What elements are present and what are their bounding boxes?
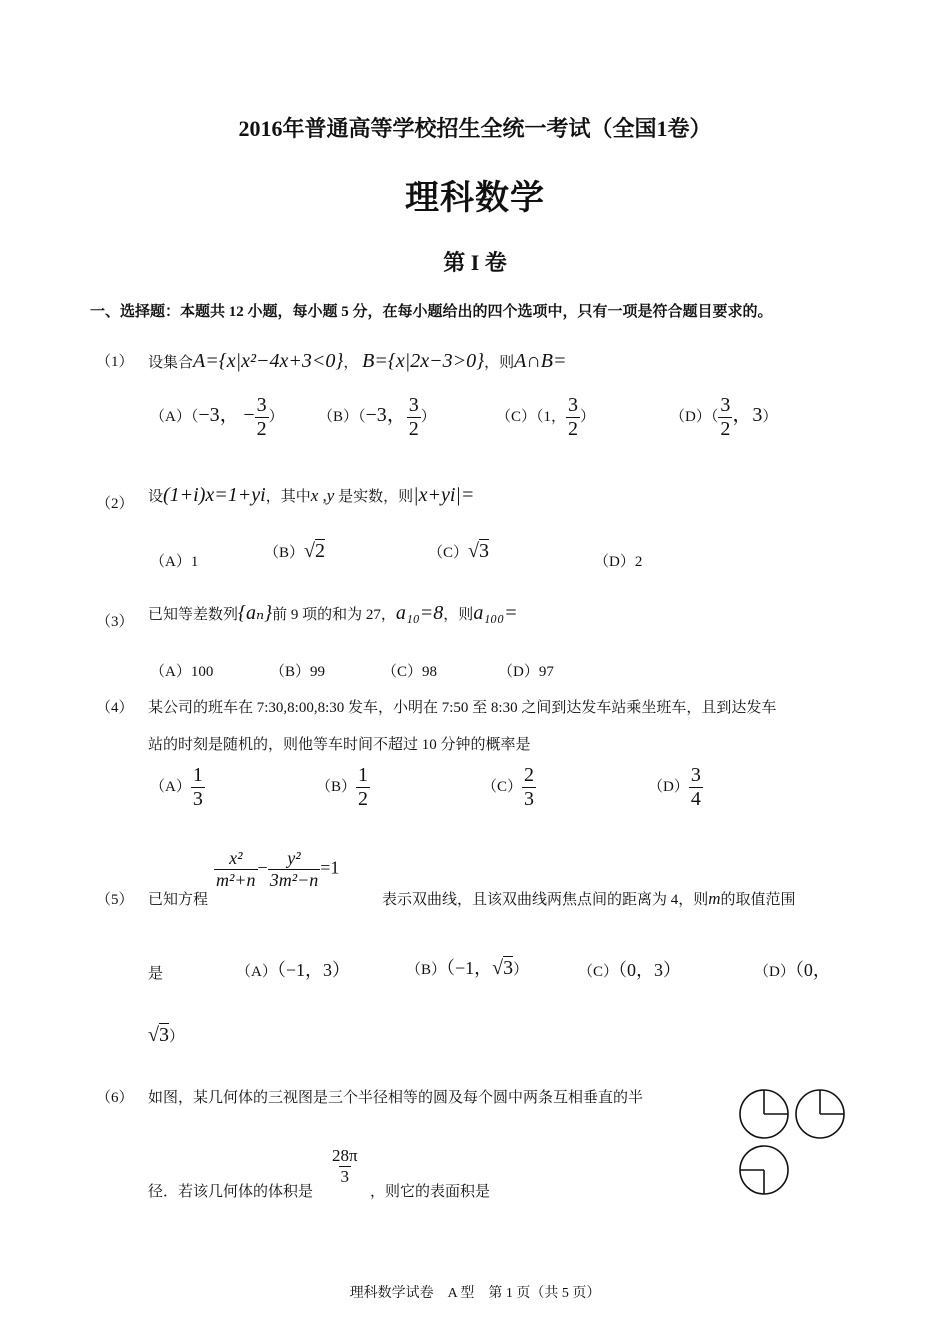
q5-equation (214, 848, 339, 891)
q6-line2-prefix: 径．若该几何体的体积是 (148, 1184, 314, 1200)
q2-number: （2） (96, 496, 134, 512)
q5-opt-d-sqrt: √3 (148, 1024, 169, 1046)
q2-stem-prefix: 设 (148, 489, 164, 505)
q5-minus: − (257, 857, 268, 878)
q4-opt-b-fraction: $\frac{1}{2}$ (358, 764, 369, 810)
q5-opt-b-sqrt: √3 (492, 957, 514, 979)
top-view-circle (740, 1146, 788, 1194)
q4-opt-b-label: （B） (316, 778, 357, 795)
q5-opt-c-label: （C） (578, 964, 619, 980)
section-heading: 一、选择题：本题共 12 小题，每小题 5 分，在每小题给出的四个选项中，只有一项是符合题目要求的。 (90, 304, 773, 320)
q3-a100: a₁₀₀= (473, 602, 518, 624)
q2-stem-mid: ，其中 (265, 489, 311, 505)
q1-opt-d-label: （D）（ (670, 408, 719, 425)
q3-stem-prefix: 已知等差数列 (148, 607, 239, 623)
q3-stem-mid2: ，则 (443, 607, 474, 623)
q5-opt-d-value: （0， (794, 960, 831, 980)
q1-opt-a-label: （A）（ (150, 408, 199, 425)
q1-opt-d-right: ，3 (732, 403, 763, 426)
q4-number: （4） (96, 700, 134, 716)
q4-opt-a-fraction: $\frac{1}{3}$ (192, 764, 203, 810)
q1-opt-b-label: （B）（ (318, 408, 366, 425)
q5-stem-mid: 表示双曲线，且该双曲线两焦点间的距离为 4，则 (382, 892, 709, 908)
q1-option-a (150, 394, 284, 441)
q2-opt-c-label: （C） (428, 545, 469, 561)
q6-volume (330, 1146, 360, 1187)
q3-stem (148, 600, 518, 625)
q1-option-c (496, 394, 595, 441)
q5-option-d-cont (148, 1024, 184, 1047)
q1-expr: A∩B= (514, 350, 567, 372)
q1-set-a: A={x|x²−4x+3<0} (193, 350, 344, 372)
q4-option-d (648, 764, 703, 811)
q5-opt-a-label: （A） (236, 964, 277, 980)
q1-opt-b-close: ） (420, 408, 436, 425)
three-view-figure (734, 1084, 850, 1198)
q6-number: （6） (96, 1090, 134, 1106)
q1-stem-prefix: 设集合 (148, 355, 194, 371)
q5-option-d (754, 956, 831, 982)
q6-line2-suffix: ，则它的表面积是 (370, 1184, 491, 1200)
subject-title: 理科数学 (405, 180, 545, 217)
q5-option-c (578, 956, 681, 982)
q2-option-b (264, 540, 325, 563)
q2-opt-b-sqrt: √2 (304, 540, 325, 562)
q1-option-d (670, 394, 777, 441)
q1-opt-b-left: −3， (365, 403, 407, 426)
q3-option-a: （A）100 (150, 664, 214, 680)
page-footer: 理科数学试卷 A 型 第 1 页（共 5 页） (349, 1286, 601, 1301)
q3-option-b: （B）99 (270, 664, 326, 680)
q5-stem-suffix: 的取值范围 (720, 892, 796, 908)
q3-number: （3） (96, 614, 134, 630)
q2-stem (148, 484, 474, 507)
q1-opt-a-neg: − (243, 403, 255, 426)
volume-title: 第 I 卷 (443, 250, 507, 275)
q1-opt-b-fraction: $\frac{3}{2}$ (408, 394, 419, 440)
q5-opt-b-value: （−1， (446, 958, 493, 978)
q5-opt-c-value: （0，3） (618, 960, 682, 980)
q1-opt-d-close: ） (762, 408, 778, 425)
q2-equation: (1+i)x=1+yi (163, 484, 266, 506)
q2-opt-c-sqrt: √3 (468, 540, 489, 562)
q5-option-a (236, 956, 350, 982)
q1-opt-c-close: ） (580, 408, 596, 425)
front-view-circle (740, 1090, 788, 1138)
q2-expr: |x+yi|= (413, 484, 475, 506)
q4-opt-a-label: （A） (150, 778, 191, 795)
q3-sequence: {aₙ} (238, 602, 273, 624)
q1-opt-a-left: −3， (198, 403, 240, 426)
q3-option-d: （D）97 (498, 664, 554, 680)
q5-line2-prefix: 是 (148, 966, 164, 982)
q2-stem-mid2: 是实数，则 (338, 489, 414, 505)
q2-opt-b-label: （B） (264, 545, 305, 561)
q2-vars: x ,y (310, 486, 335, 505)
q5-fraction-2: $\frac{\text{y²}}{\text{3m²−n}}$ (269, 848, 319, 890)
q5-stem-rest (382, 888, 796, 909)
q5-fraction-1: $\frac{\text{x²}}{\text{m²+n}}$ (216, 848, 256, 890)
q1-opt-c-fraction: $\frac{3}{2}$ (568, 394, 579, 440)
q1-opt-c-left: 1， (543, 408, 567, 425)
q6-volume-fraction: $\frac{28\pi}{3}$ (332, 1146, 358, 1186)
q4-line2: 站的时刻是随机的，则他等车时间不超过 10 分钟的概率是 (148, 737, 531, 753)
q1-opt-d-fraction: $\frac{3}{2}$ (720, 394, 731, 440)
q1-opt-c-label: （C）（ (496, 408, 544, 425)
q3-a10: a₁₀=8 (395, 602, 444, 624)
q5-option-b (406, 954, 528, 980)
q1-stem-suffix: ，则 (484, 355, 515, 371)
q6-line1: 如图，某几何体的三视图是三个半径相等的圆及每个圆中两条互相垂直的半 (148, 1090, 644, 1106)
side-view-circle (796, 1090, 844, 1138)
q4-option-b (316, 764, 370, 811)
q3-option-c: （C）98 (382, 664, 438, 680)
exam-title: 2016年普通高等学校招生全统一考试（全国1卷） (238, 116, 712, 141)
q1-option-b (318, 394, 436, 441)
q5-var-m: m (708, 889, 721, 908)
q5-opt-a-value: （−1，3） (276, 960, 350, 980)
q5-stem-prefix: 已知方程 (148, 892, 209, 908)
q3-stem-mid: 前 9 项的和为 27， (272, 607, 396, 623)
q4-line1: 某公司的班车在 7:30,8:00,8:30 发车，小明在 7:50 至 8:30 之间到达发车站乘坐班车，且到达发车 (148, 700, 777, 716)
q1-opt-a-fraction: $\frac{3}{2}$ (256, 394, 267, 440)
q4-opt-d-fraction: $\frac{3}{4}$ (690, 764, 701, 810)
q4-opt-d-label: （D） (648, 778, 689, 795)
q4-option-a (150, 764, 205, 811)
q2-option-a: （A）1 (150, 554, 199, 570)
q5-equals: =1 (320, 857, 340, 878)
q5-opt-b-close: ） (513, 962, 529, 978)
q2-option-c (428, 540, 489, 563)
q4-opt-c-label: （C） (482, 778, 523, 795)
q5-number: （5） (96, 892, 134, 908)
q5-opt-d-close: ） (168, 1029, 184, 1045)
q1-set-b: B={x|2x−3>0} (362, 350, 485, 372)
q1-number: （1） (96, 354, 134, 370)
q4-option-c (482, 764, 536, 811)
q1-stem (148, 350, 566, 373)
q5-opt-d-label: （D） (754, 964, 795, 980)
q1-opt-a-close: ） (268, 408, 284, 425)
q5-opt-b-label: （B） (406, 962, 447, 978)
q1-comma: ， (343, 355, 359, 371)
q2-option-d: （D）2 (594, 554, 643, 570)
q4-opt-c-fraction: $\frac{2}{3}$ (524, 764, 535, 810)
